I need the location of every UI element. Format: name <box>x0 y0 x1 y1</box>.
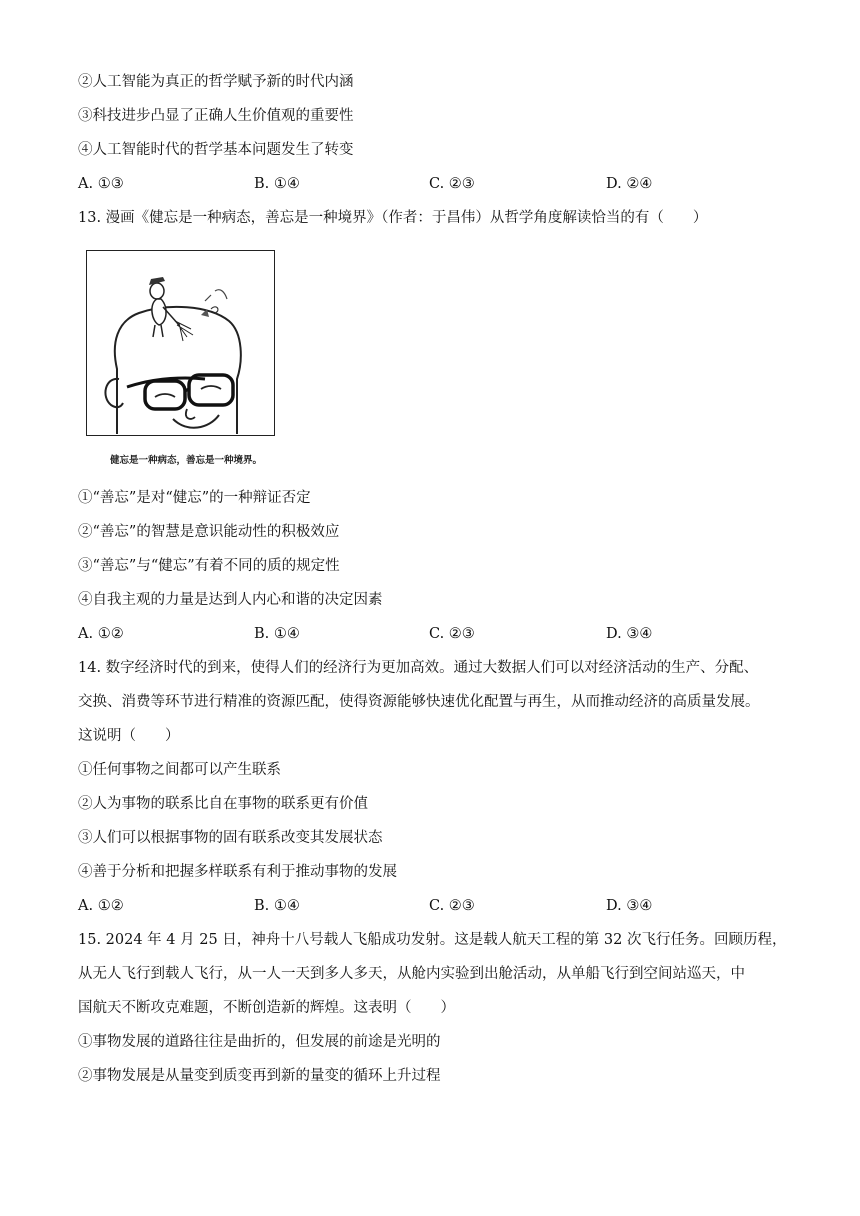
q14-item-1: ①任何事物之间都可以产生联系 <box>78 762 281 778</box>
cartoon-drawing <box>87 251 273 434</box>
q12-option-c[interactable]: C. ②③ <box>429 176 475 192</box>
q13-option-c[interactable]: C. ②③ <box>429 626 475 642</box>
q13-item-3: ③“善忘”与“健忘”有着不同的质的规定性 <box>78 558 340 574</box>
q14-option-b[interactable]: B. ①④ <box>254 898 300 914</box>
q13-option-d[interactable]: D. ③④ <box>606 626 653 642</box>
q13-stem: 13. 漫画《健忘是一种病态，善忘是一种境界》（作者：于昌伟）从哲学角度解读恰当的有（ ） <box>78 210 708 226</box>
q14-option-d[interactable]: D. ③④ <box>606 898 653 914</box>
q12-item-4: ④人工智能时代的哲学基本问题发生了转变 <box>78 142 354 158</box>
q15-stem-line-3: 国航天不断攻克难题，不断创造新的辉煌。这表明（ ） <box>78 1000 455 1016</box>
q13-options <box>78 624 798 644</box>
q15-stem-line-2: 从无人飞行到载人飞行，从一人一天到多人多天，从舱内实验到出舱活动，从单船飞行到空间站巡天，中 <box>78 966 745 982</box>
q14-options <box>78 896 798 916</box>
q13-item-1: ①“善忘”是对“健忘”的一种辩证否定 <box>78 490 311 506</box>
q14-stem-line-2: 交换、消费等环节进行精准的资源匹配，使得资源能够快速优化配置与再生，从而推动经济的高质量发展。 <box>78 694 760 710</box>
q13-item-4: ④自我主观的力量是达到人内心和谐的决定因素 <box>78 592 383 608</box>
q12-option-d[interactable]: D. ②④ <box>606 176 653 192</box>
q14-option-a[interactable]: A. ①② <box>78 898 124 914</box>
q13-item-2: ②“善忘”的智慧是意识能动性的积极效应 <box>78 524 340 540</box>
q14-item-2: ②人为事物的联系比自在事物的联系更有价值 <box>78 796 368 812</box>
q12-option-a[interactable]: A. ①③ <box>78 176 124 192</box>
q13-option-a[interactable]: A. ①② <box>78 626 124 642</box>
q14-stem-line-3: 这说明（ ） <box>78 728 180 744</box>
cartoon-caption: 健忘是一种病态，善忘是一种境界。 <box>110 455 263 466</box>
q14-item-3: ③人们可以根据事物的固有联系改变其发展状态 <box>78 830 383 846</box>
q13-option-b[interactable]: B. ①④ <box>254 626 300 642</box>
q15-item-1: ①事物发展的道路往往是曲折的，但发展的前途是光明的 <box>78 1034 441 1050</box>
q14-stem-line-1: 14. 数字经济时代的到来，使得人们的经济行为更加高效。通过大数据人们可以对经济活动的生产、分配、 <box>78 660 759 676</box>
q14-item-4: ④善于分析和把握多样联系有利于推动事物的发展 <box>78 864 397 880</box>
q15-item-2: ②事物发展是从量变到质变再到新的量变的循环上升过程 <box>78 1068 441 1084</box>
q12-item-3: ③科技进步凸显了正确人生价值观的重要性 <box>78 108 354 124</box>
cartoon-image <box>86 250 275 436</box>
q12-option-b[interactable]: B. ①④ <box>254 176 300 192</box>
q12-item-2: ②人工智能为真正的哲学赋予新的时代内涵 <box>78 74 354 90</box>
q15-stem-line-1: 15. 2024 年 4 月 25 日，神舟十八号载人飞船成功发射。这是载人航天工程的第 32 次飞行任务。回顾历程， <box>78 932 787 948</box>
q14-option-c[interactable]: C. ②③ <box>429 898 475 914</box>
q12-options <box>78 174 798 194</box>
